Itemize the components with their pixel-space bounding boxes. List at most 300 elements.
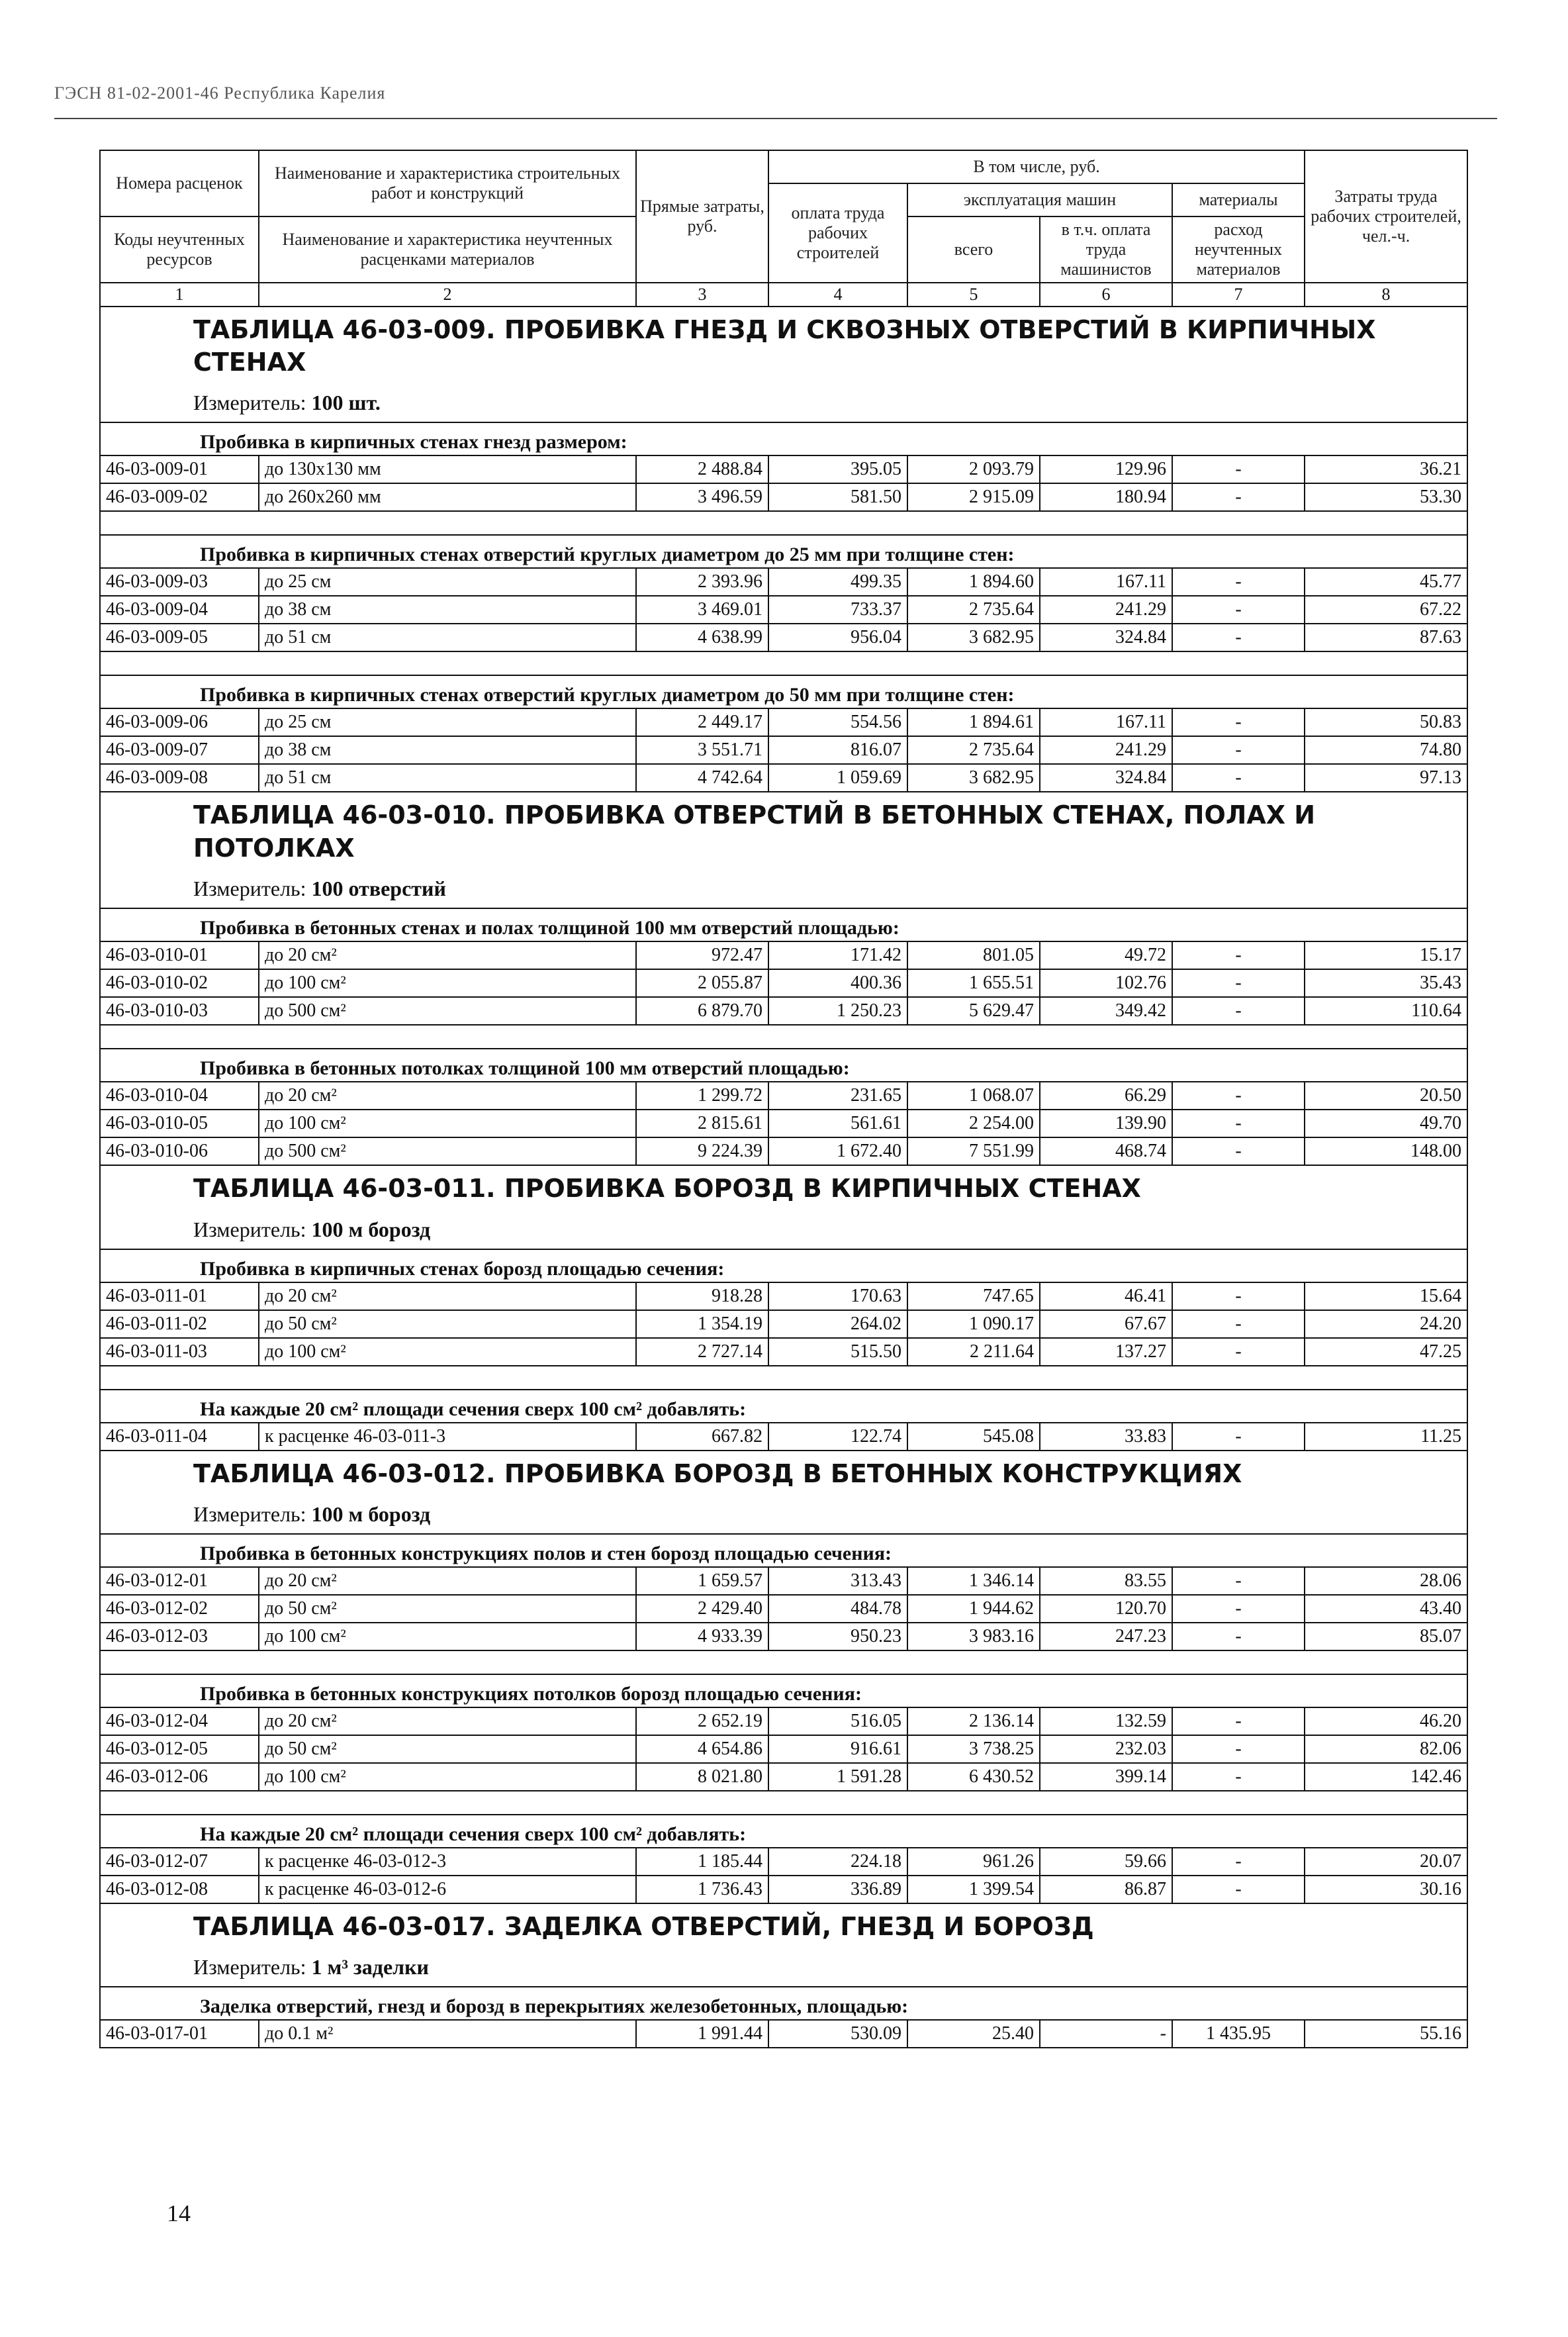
operator-pay: 137.27 <box>1040 1338 1172 1366</box>
work-name: до 100 см² <box>259 1338 636 1366</box>
header-operator-pay: в т.ч. оплата труда машинистов <box>1040 216 1172 283</box>
section-heading-row <box>100 1049 1467 1082</box>
column-number: 5 <box>907 283 1040 307</box>
worker-pay: 171.42 <box>768 941 907 969</box>
operator-pay: 129.96 <box>1040 455 1172 483</box>
work-name: до 500 см² <box>259 1137 636 1165</box>
worker-pay: 515.50 <box>768 1338 907 1366</box>
table-title: ТАБЛИЦА 46-03-012. ПРОБИВКА БОРОЗД В БЕТОННЫХ КОНСТРУКЦИЯХ <box>193 1458 1242 1488</box>
machines-total: 1 894.61 <box>907 708 1040 736</box>
direct-costs: 2 393.96 <box>636 568 768 596</box>
direct-costs: 4 933.39 <box>636 1623 768 1650</box>
table-title-block <box>100 1451 1467 1534</box>
section-gap <box>100 1650 1467 1674</box>
section-heading: Пробивка в кирпичных стенах отверстий круглых диаметром до 50 мм при толщине стен: <box>100 675 1467 708</box>
work-name: до 130х130 мм <box>259 455 636 483</box>
column-number: 2 <box>259 283 636 307</box>
work-name: до 50 см² <box>259 1595 636 1623</box>
operator-pay: 241.29 <box>1040 596 1172 624</box>
work-name: до 50 см² <box>259 1735 636 1763</box>
running-header: ГЭСН 81-02-2001-46 Республика Карелия <box>54 83 386 103</box>
labor-hours: 82.06 <box>1305 1735 1467 1763</box>
work-name: до 51 см <box>259 764 636 792</box>
worker-pay: 561.61 <box>768 1110 907 1137</box>
table-row <box>100 1338 1467 1366</box>
rate-code: 46-03-011-01 <box>100 1282 259 1310</box>
work-name: к расценке 46-03-012-3 <box>259 1848 636 1876</box>
material-consumption: - <box>1172 1595 1305 1623</box>
material-consumption: - <box>1172 1848 1305 1876</box>
worker-pay: 1 059.69 <box>768 764 907 792</box>
material-consumption: - <box>1172 483 1305 511</box>
rates-document <box>99 150 1467 2048</box>
table-row <box>100 1423 1467 1451</box>
operator-pay: 46.41 <box>1040 1282 1172 1310</box>
worker-pay: 264.02 <box>768 1310 907 1338</box>
table-row <box>100 1623 1467 1650</box>
section-heading-row <box>100 1534 1467 1567</box>
worker-pay: 395.05 <box>768 455 907 483</box>
labor-hours: 43.40 <box>1305 1595 1467 1623</box>
labor-hours: 97.13 <box>1305 764 1467 792</box>
table-row <box>100 1876 1467 1903</box>
worker-pay: 484.78 <box>768 1595 907 1623</box>
header-divider <box>54 118 1497 119</box>
labor-hours: 30.16 <box>1305 1876 1467 1903</box>
rate-code: 46-03-010-02 <box>100 969 259 997</box>
direct-costs: 1 354.19 <box>636 1310 768 1338</box>
rate-code: 46-03-009-08 <box>100 764 259 792</box>
material-consumption: 1 435.95 <box>1172 2020 1305 2048</box>
machines-total: 2 254.00 <box>907 1110 1040 1137</box>
machines-total: 3 738.25 <box>907 1735 1040 1763</box>
worker-pay: 400.36 <box>768 969 907 997</box>
section-heading: Пробивка в бетонных конструкциях потолков борозд площадью сечения: <box>100 1674 1467 1707</box>
section-spacer <box>100 1366 1467 1390</box>
material-consumption: - <box>1172 1735 1305 1763</box>
table-title: ТАБЛИЦА 46-03-010. ПРОБИВКА ОТВЕРСТИЙ В БЕТОННЫХ СТЕНАХ, ПОЛАХ И ПОТОЛКАХ <box>193 800 1316 863</box>
material-consumption: - <box>1172 1137 1305 1165</box>
direct-costs: 2 815.61 <box>636 1110 768 1137</box>
page-number: 14 <box>167 2200 191 2226</box>
worker-pay: 956.04 <box>768 624 907 651</box>
material-consumption: - <box>1172 624 1305 651</box>
operator-pay: 132.59 <box>1040 1707 1172 1735</box>
table-row <box>100 708 1467 736</box>
section-heading: На каждые 20 см² площади сечения сверх 100 см² добавлять: <box>100 1815 1467 1848</box>
rate-code: 46-03-009-03 <box>100 568 259 596</box>
labor-hours: 20.07 <box>1305 1848 1467 1876</box>
operator-pay: 120.70 <box>1040 1595 1172 1623</box>
section-spacer <box>100 651 1467 675</box>
work-name: до 260х260 мм <box>259 483 636 511</box>
table-title-row <box>100 792 1467 908</box>
table-unit <box>193 1955 1467 1979</box>
table-title-block <box>100 1903 1467 1987</box>
table-row <box>100 736 1467 764</box>
machines-total: 2 211.64 <box>907 1338 1040 1366</box>
section-heading: Пробивка в бетонных стенах и полах толщиной 100 мм отверстий площадью: <box>100 908 1467 941</box>
worker-pay: 336.89 <box>768 1876 907 1903</box>
operator-pay: 167.11 <box>1040 708 1172 736</box>
table-title-block <box>100 307 1467 423</box>
section-heading-row <box>100 1987 1467 2020</box>
table-row <box>100 1735 1467 1763</box>
section-gap <box>100 651 1467 675</box>
section-heading: Заделка отверстий, гнезд и борозд в перекрытиях железобетонных, площадью: <box>100 1987 1467 2020</box>
material-consumption: - <box>1172 1876 1305 1903</box>
section-gap <box>100 1791 1467 1815</box>
labor-hours: 53.30 <box>1305 483 1467 511</box>
rate-code: 46-03-010-03 <box>100 997 259 1025</box>
direct-costs: 2 055.87 <box>636 969 768 997</box>
column-number: 6 <box>1040 283 1172 307</box>
machines-total: 6 430.52 <box>907 1763 1040 1791</box>
operator-pay: 324.84 <box>1040 624 1172 651</box>
table-title: ТАБЛИЦА 46-03-011. ПРОБИВКА БОРОЗД В КИРПИЧНЫХ СТЕНАХ <box>193 1174 1141 1204</box>
direct-costs: 2 727.14 <box>636 1338 768 1366</box>
machines-total: 747.65 <box>907 1282 1040 1310</box>
table-row <box>100 941 1467 969</box>
section-gap <box>100 1025 1467 1049</box>
table-title: ТАБЛИЦА 46-03-017. ЗАДЕЛКА ОТВЕРСТИЙ, ГНЕЗД И БОРОЗД <box>193 1912 1094 1942</box>
work-name: до 20 см² <box>259 1282 636 1310</box>
operator-pay: 86.87 <box>1040 1876 1172 1903</box>
machines-total: 7 551.99 <box>907 1137 1040 1165</box>
operator-pay: 180.94 <box>1040 483 1172 511</box>
labor-hours: 49.70 <box>1305 1110 1467 1137</box>
work-name: до 51 см <box>259 624 636 651</box>
operator-pay: - <box>1040 2020 1172 2048</box>
unit-label: Измеритель: <box>193 1217 306 1241</box>
rate-code: 46-03-010-06 <box>100 1137 259 1165</box>
rates-table <box>99 150 1468 2048</box>
labor-hours: 15.17 <box>1305 941 1467 969</box>
unit-value: 100 шт. <box>311 391 381 415</box>
labor-hours: 11.25 <box>1305 1423 1467 1451</box>
worker-pay: 1 250.23 <box>768 997 907 1025</box>
rate-code: 46-03-012-08 <box>100 1876 259 1903</box>
labor-hours: 74.80 <box>1305 736 1467 764</box>
operator-pay: 399.14 <box>1040 1763 1172 1791</box>
column-number: 7 <box>1172 283 1305 307</box>
section-heading-row <box>100 535 1467 568</box>
direct-costs: 4 638.99 <box>636 624 768 651</box>
work-name: до 38 см <box>259 736 636 764</box>
worker-pay: 733.37 <box>768 596 907 624</box>
section-heading-row <box>100 1249 1467 1282</box>
material-consumption: - <box>1172 1338 1305 1366</box>
direct-costs: 667.82 <box>636 1423 768 1451</box>
material-consumption: - <box>1172 568 1305 596</box>
column-number-row <box>100 283 1467 307</box>
material-consumption: - <box>1172 969 1305 997</box>
labor-hours: 28.06 <box>1305 1567 1467 1595</box>
material-consumption: - <box>1172 1310 1305 1338</box>
operator-pay: 167.11 <box>1040 568 1172 596</box>
work-name: до 500 см² <box>259 997 636 1025</box>
material-consumption: - <box>1172 455 1305 483</box>
section-spacer <box>100 511 1467 535</box>
work-name: до 20 см² <box>259 1707 636 1735</box>
operator-pay: 67.67 <box>1040 1310 1172 1338</box>
operator-pay: 139.90 <box>1040 1110 1172 1137</box>
machines-total: 1 894.60 <box>907 568 1040 596</box>
operator-pay: 83.55 <box>1040 1567 1172 1595</box>
operator-pay: 232.03 <box>1040 1735 1172 1763</box>
table-title-row <box>100 1451 1467 1534</box>
operator-pay: 59.66 <box>1040 1848 1172 1876</box>
operator-pay: 241.29 <box>1040 736 1172 764</box>
direct-costs: 1 185.44 <box>636 1848 768 1876</box>
machines-total: 1 655.51 <box>907 969 1040 997</box>
machines-total: 1 944.62 <box>907 1595 1040 1623</box>
header-work-name: Наименование и характеристика строительных работ и конструкций <box>259 150 636 216</box>
table-row <box>100 596 1467 624</box>
section-heading-row <box>100 1390 1467 1423</box>
worker-pay: 499.35 <box>768 568 907 596</box>
labor-hours: 148.00 <box>1305 1137 1467 1165</box>
material-consumption: - <box>1172 941 1305 969</box>
work-name: до 25 см <box>259 708 636 736</box>
direct-costs: 6 879.70 <box>636 997 768 1025</box>
rate-code: 46-03-012-07 <box>100 1848 259 1876</box>
unit-value: 100 м борозд <box>311 1217 431 1241</box>
section-heading-row <box>100 1815 1467 1848</box>
machines-total: 2 136.14 <box>907 1707 1040 1735</box>
section-gap <box>100 1366 1467 1390</box>
rate-code: 46-03-012-06 <box>100 1763 259 1791</box>
direct-costs: 3 469.01 <box>636 596 768 624</box>
rate-code: 46-03-012-04 <box>100 1707 259 1735</box>
material-consumption: - <box>1172 1423 1305 1451</box>
table-row <box>100 568 1467 596</box>
direct-costs: 2 449.17 <box>636 708 768 736</box>
machines-total: 3 983.16 <box>907 1623 1040 1650</box>
table-row <box>100 1763 1467 1791</box>
rate-code: 46-03-009-05 <box>100 624 259 651</box>
machines-total: 2 093.79 <box>907 455 1040 483</box>
work-name: до 50 см² <box>259 1310 636 1338</box>
worker-pay: 950.23 <box>768 1623 907 1650</box>
table-row <box>100 1282 1467 1310</box>
direct-costs: 3 551.71 <box>636 736 768 764</box>
labor-hours: 50.83 <box>1305 708 1467 736</box>
worker-pay: 170.63 <box>768 1282 907 1310</box>
work-name: до 20 см² <box>259 1082 636 1110</box>
work-name: к расценке 46-03-012-6 <box>259 1876 636 1903</box>
rate-code: 46-03-012-02 <box>100 1595 259 1623</box>
rate-code: 46-03-009-06 <box>100 708 259 736</box>
section-spacer <box>100 1791 1467 1815</box>
work-name: до 0.1 м² <box>259 2020 636 2048</box>
table-row <box>100 1137 1467 1165</box>
material-consumption: - <box>1172 1110 1305 1137</box>
direct-costs: 1 299.72 <box>636 1082 768 1110</box>
operator-pay: 49.72 <box>1040 941 1172 969</box>
operator-pay: 33.83 <box>1040 1423 1172 1451</box>
labor-hours: 47.25 <box>1305 1338 1467 1366</box>
machines-total: 2 735.64 <box>907 596 1040 624</box>
labor-hours: 46.20 <box>1305 1707 1467 1735</box>
machines-total: 1 399.54 <box>907 1876 1040 1903</box>
table-row <box>100 1707 1467 1735</box>
worker-pay: 581.50 <box>768 483 907 511</box>
table-unit <box>193 1502 1467 1527</box>
rate-code: 46-03-009-02 <box>100 483 259 511</box>
work-name: до 100 см² <box>259 969 636 997</box>
material-consumption: - <box>1172 708 1305 736</box>
header-machines-total: всего <box>907 216 1040 283</box>
column-number: 1 <box>100 283 259 307</box>
direct-costs: 972.47 <box>636 941 768 969</box>
labor-hours: 20.50 <box>1305 1082 1467 1110</box>
worker-pay: 516.05 <box>768 1707 907 1735</box>
table-unit <box>193 877 1467 901</box>
unit-label: Измеритель: <box>193 1955 306 1979</box>
table-row <box>100 764 1467 792</box>
table-unit <box>193 391 1467 415</box>
operator-pay: 468.74 <box>1040 1137 1172 1165</box>
worker-pay: 224.18 <box>768 1848 907 1876</box>
header-machines: эксплуатация машин <box>907 183 1172 216</box>
operator-pay: 102.76 <box>1040 969 1172 997</box>
column-number: 8 <box>1305 283 1467 307</box>
rate-code: 46-03-011-04 <box>100 1423 259 1451</box>
worker-pay: 554.56 <box>768 708 907 736</box>
table-row <box>100 1595 1467 1623</box>
labor-hours: 15.64 <box>1305 1282 1467 1310</box>
machines-total: 3 682.95 <box>907 624 1040 651</box>
material-consumption: - <box>1172 997 1305 1025</box>
machines-total: 545.08 <box>907 1423 1040 1451</box>
unit-label: Измеритель: <box>193 391 306 415</box>
work-name: до 20 см² <box>259 1567 636 1595</box>
work-name: до 25 см <box>259 568 636 596</box>
work-name: до 100 см² <box>259 1110 636 1137</box>
header-materials: материалы <box>1172 183 1305 216</box>
table-title-row <box>100 307 1467 423</box>
labor-hours: 110.64 <box>1305 997 1467 1025</box>
labor-hours: 142.46 <box>1305 1763 1467 1791</box>
header-row-1 <box>100 150 1467 183</box>
section-heading-row <box>100 675 1467 708</box>
direct-costs: 918.28 <box>636 1282 768 1310</box>
machines-total: 961.26 <box>907 1848 1040 1876</box>
unit-value: 100 отверстий <box>311 877 446 901</box>
column-number: 3 <box>636 283 768 307</box>
direct-costs: 2 652.19 <box>636 1707 768 1735</box>
table-title-block <box>100 1165 1467 1249</box>
operator-pay: 349.42 <box>1040 997 1172 1025</box>
rate-code: 46-03-009-01 <box>100 455 259 483</box>
unit-label: Измеритель: <box>193 877 306 901</box>
rate-code: 46-03-017-01 <box>100 2020 259 2048</box>
header-labor-hours: Затраты труда рабочих строителей, чел.-ч. <box>1305 150 1467 283</box>
section-heading-row <box>100 908 1467 941</box>
unit-label: Измеритель: <box>193 1502 306 1527</box>
material-consumption: - <box>1172 1707 1305 1735</box>
header-including: В том числе, руб. <box>768 150 1305 183</box>
machines-total: 1 346.14 <box>907 1567 1040 1595</box>
rate-code: 46-03-010-05 <box>100 1110 259 1137</box>
header-direct-costs: Прямые затраты, руб. <box>636 150 768 283</box>
direct-costs: 3 496.59 <box>636 483 768 511</box>
table-row <box>100 1310 1467 1338</box>
operator-pay: 324.84 <box>1040 764 1172 792</box>
worker-pay: 530.09 <box>768 2020 907 2048</box>
table-row <box>100 1848 1467 1876</box>
section-heading: Пробивка в кирпичных стенах борозд площадью сечения: <box>100 1249 1467 1282</box>
unit-value: 1 м³ заделки <box>311 1955 429 1979</box>
section-heading-row <box>100 422 1467 455</box>
labor-hours: 45.77 <box>1305 568 1467 596</box>
rate-code: 46-03-009-07 <box>100 736 259 764</box>
section-spacer <box>100 1650 1467 1674</box>
header-resource-codes: Коды неучтенных ресурсов <box>100 216 259 283</box>
table-row <box>100 969 1467 997</box>
rate-code: 46-03-010-04 <box>100 1082 259 1110</box>
table-row <box>100 997 1467 1025</box>
table-title-row <box>100 1903 1467 1987</box>
material-consumption: - <box>1172 596 1305 624</box>
table-title-block <box>100 792 1467 908</box>
section-spacer <box>100 1025 1467 1049</box>
header-material-names: Наименование и характеристика неучтенных расценками материалов <box>259 216 636 283</box>
machines-total: 3 682.95 <box>907 764 1040 792</box>
worker-pay: 122.74 <box>768 1423 907 1451</box>
worker-pay: 816.07 <box>768 736 907 764</box>
labor-hours: 87.63 <box>1305 624 1467 651</box>
header-material-consumption: расход неучтенных материалов <box>1172 216 1305 283</box>
labor-hours: 85.07 <box>1305 1623 1467 1650</box>
work-name: до 100 см² <box>259 1623 636 1650</box>
rate-code: 46-03-011-02 <box>100 1310 259 1338</box>
labor-hours: 35.43 <box>1305 969 1467 997</box>
column-number: 4 <box>768 283 907 307</box>
table-unit <box>193 1217 1467 1242</box>
direct-costs: 1 659.57 <box>636 1567 768 1595</box>
machines-total: 1 090.17 <box>907 1310 1040 1338</box>
machines-total: 2 915.09 <box>907 483 1040 511</box>
direct-costs: 1 736.43 <box>636 1876 768 1903</box>
rate-code: 46-03-012-01 <box>100 1567 259 1595</box>
section-heading: Пробивка в бетонных потолках толщиной 100 мм отверстий площадью: <box>100 1049 1467 1082</box>
worker-pay: 313.43 <box>768 1567 907 1595</box>
table-row <box>100 1082 1467 1110</box>
direct-costs: 9 224.39 <box>636 1137 768 1165</box>
header-rate-numbers: Номера расценок <box>100 150 259 216</box>
work-name: до 100 см² <box>259 1763 636 1791</box>
rate-code: 46-03-011-03 <box>100 1338 259 1366</box>
direct-costs: 4 742.64 <box>636 764 768 792</box>
section-heading: Пробивка в кирпичных стенах отверстий круглых диаметром до 25 мм при толщине стен: <box>100 535 1467 568</box>
machines-total: 1 068.07 <box>907 1082 1040 1110</box>
labor-hours: 36.21 <box>1305 455 1467 483</box>
table-row <box>100 2020 1467 2048</box>
material-consumption: - <box>1172 1082 1305 1110</box>
work-name: к расценке 46-03-011-3 <box>259 1423 636 1451</box>
machines-total: 801.05 <box>907 941 1040 969</box>
direct-costs: 2 488.84 <box>636 455 768 483</box>
machines-total: 5 629.47 <box>907 997 1040 1025</box>
section-heading: На каждые 20 см² площади сечения сверх 100 см² добавлять: <box>100 1390 1467 1423</box>
table-row <box>100 1110 1467 1137</box>
header-worker-pay: оплата труда рабочих строителей <box>768 183 907 283</box>
direct-costs: 4 654.86 <box>636 1735 768 1763</box>
table-title: ТАБЛИЦА 46-03-009. ПРОБИВКА ГНЕЗД И СКВОЗНЫХ ОТВЕРСТИЙ В КИРПИЧНЫХ СТЕНАХ <box>193 314 1376 377</box>
section-heading: Пробивка в бетонных конструкциях полов и стен борозд площадью сечения: <box>100 1534 1467 1567</box>
